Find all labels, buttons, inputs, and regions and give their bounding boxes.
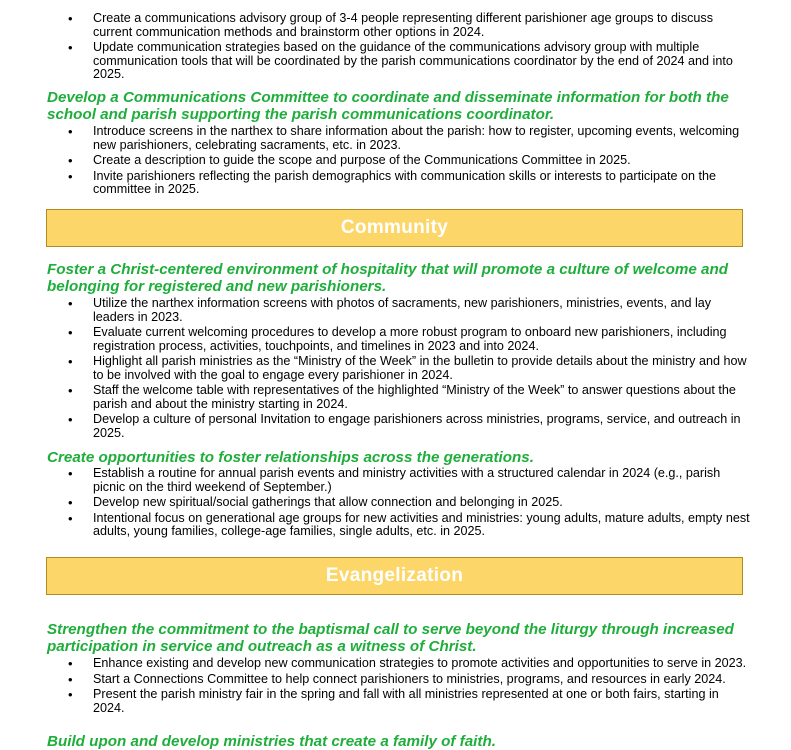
list-item: • Establish a routine for annual parish events and ministry activities with a structured calendar in 2024 (e.g., parish picnic on the third weekend of September.): [0, 467, 791, 494]
list-item: • Update communication strategies based on the guidance of the communications advisory group with multiple communication tools that will be coordinated by the parish communications coordinator by the end of 2024 and into 2025.: [0, 41, 791, 82]
list-item: • Enhance existing and develop new communication strategies to promote activities and opportunities to serve in 2023.: [0, 657, 791, 671]
list-item: • Staff the welcome table with representatives of the highlighted “Ministry of the Week” to answer questions about the parish and about the ministry starting in 2024.: [0, 384, 791, 411]
family-of-faith-section: [0, 733, 791, 750]
list-item: • Utilize the narthex information screens with photos of sacraments, new parishioners, ministries, events, and lay leaders in 2023.: [0, 297, 791, 324]
goal-heading: Develop a Communications Committee to coordinate and disseminate information for both the school and parish supporting the parish communications coordinator.: [47, 89, 729, 123]
goal-heading: Strengthen the commitment to the baptismal call to serve beyond the liturgy through increased participation in service and outreach as a witness of Christ.: [47, 621, 734, 655]
goal-heading: Foster a Christ-centered environment of hospitality that will promote a culture of welcome and belonging for registered and new parishioners.: [47, 261, 729, 295]
list-item: • Develop new spiritual/social gatherings that allow connection and belonging in 2025.: [0, 496, 791, 510]
list-item: • Present the parish ministry fair in the spring and fall with all ministries represented at one or both fairs, starting in 2024.: [0, 688, 791, 715]
goal-heading: Create opportunities to foster relationships across the generations.: [47, 449, 534, 466]
list-item: • Develop a culture of personal Invitation to engage parishioners across ministries, programs, service, and outreach in 2025.: [0, 413, 791, 440]
list-item: • Intentional focus on generational age groups for new activities and ministries: young adults, mature adults, empty nest adults, young families, college-age families, single adults, etc. in 2025.: [0, 512, 791, 539]
community-banner-wrap: [0, 209, 791, 247]
list-item: • Introduce screens in the narthex to share information about the parish: how to register, upcoming events, welcoming new parishioners, celebrating sacraments, etc. in 2023.: [0, 125, 791, 152]
evangelization-banner-wrap: [0, 557, 791, 595]
service-outreach-section: [0, 621, 791, 717]
list-item: • Start a Connections Committee to help connect parishioners to ministries, programs, and resources in early 2024.: [0, 673, 791, 687]
list-item: • Create a description to guide the scope and purpose of the Communications Committee in 2025.: [0, 154, 791, 168]
list-item: • Highlight all parish ministries as the “Ministry of the Week” in the bulletin to provide details about the ministry and how to be involved with the goal to engage every parishioner in 2024.: [0, 355, 791, 382]
goal-heading: Build upon and develop ministries that create a family of faith.: [47, 733, 496, 750]
list-item: • Invite parishioners reflecting the parish demographics with communication skills or interests to participate on the committee in 2025.: [0, 170, 791, 197]
generations-section: [0, 449, 791, 541]
hospitality-section: [0, 261, 791, 442]
top-bullet-list: [0, 12, 791, 84]
communications-committee-section: [0, 89, 791, 199]
list-item: • Evaluate current welcoming procedures to develop a more robust program to onboard new parishioners, including registration process, activities, touchpoints, and timelines in 2023 and into 2024.: [0, 326, 791, 353]
section-banner-evangelization: Evangelization: [46, 557, 743, 595]
list-item: • Create a communications advisory group of 3-4 people representing different parishioner age groups to discuss current communication methods and brainstorm other options in 2024.: [0, 12, 791, 39]
section-banner-community: Community: [46, 209, 743, 247]
